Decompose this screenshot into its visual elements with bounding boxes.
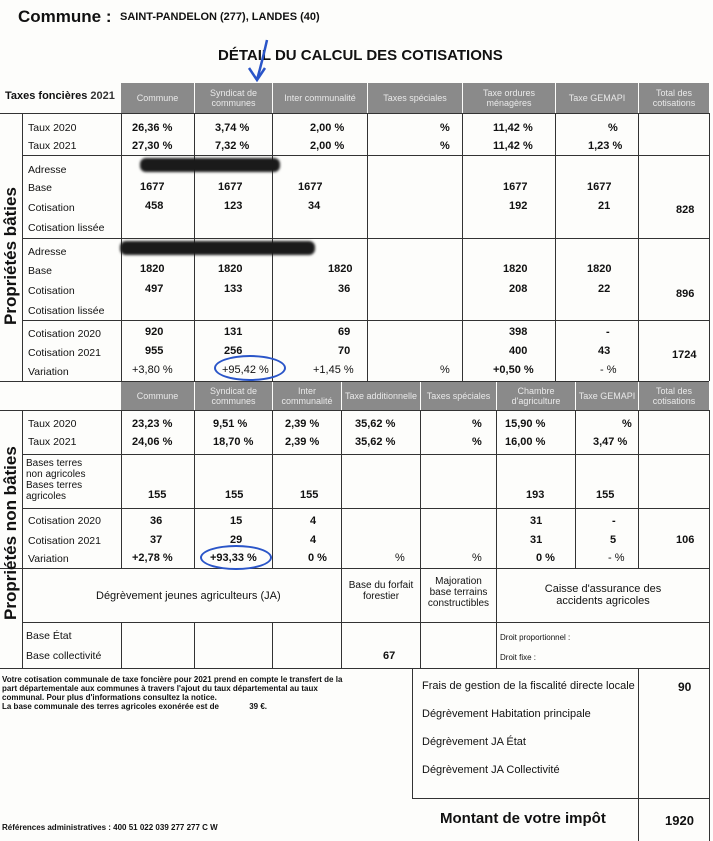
taux-value: 3,74 %	[215, 122, 250, 134]
base-value: 1820	[587, 263, 612, 275]
base-value: 155	[225, 489, 244, 501]
taux-value: %	[472, 436, 482, 448]
taux-value: 27,30 %	[132, 140, 173, 152]
base-value: 1820	[328, 263, 353, 275]
taux-value: 1,23 %	[588, 140, 623, 152]
col-chambre-agriculture: Chambre d'agriculture	[497, 382, 575, 410]
col-intercommunalite: Inter communalité	[273, 83, 367, 113]
bases-label: Bases terres	[26, 480, 83, 491]
cotisation-value: 133	[224, 283, 243, 295]
cotisation-value: 497	[145, 283, 164, 295]
hand-drawn-circle	[200, 545, 272, 570]
col-intercommunalite: Inter communalité	[273, 382, 341, 410]
cot2021-value: 70	[338, 345, 351, 357]
bases-label: Bases terres	[26, 458, 83, 469]
base-value: 1677	[298, 181, 323, 193]
taux-value: 9,51 %	[213, 418, 248, 430]
variation-value: +1,45 %	[313, 364, 354, 376]
taux-value: 2,39 %	[285, 436, 320, 448]
degrevement-ja-collectivite-label: Dégrèvement JA Collectivité	[422, 764, 560, 776]
forfait-value: 67	[383, 650, 396, 662]
taux-value: 18,70 %	[213, 436, 254, 448]
bases-label: agricoles	[26, 491, 67, 502]
variation-value: +93,33 %	[210, 552, 257, 564]
degrevement-ja-etat-label: Dégrèvement JA État	[422, 736, 526, 748]
col-total: Total des cotisations	[639, 382, 709, 410]
cot2021-value: 400	[509, 345, 528, 357]
cotisation-value: 458	[145, 200, 164, 212]
cotisation-value: 208	[509, 283, 528, 295]
cot2020-value: 36	[150, 515, 163, 527]
col-taxes-speciales: Taxes spéciales	[421, 382, 496, 410]
lissee-label: Cotisation lissée	[28, 305, 105, 317]
bati-side-label: Propriétés bâties	[1, 187, 20, 325]
majoration-label: Majoration base terrains constructibles	[427, 576, 490, 609]
variation-value: 0 %	[308, 552, 327, 564]
cotisation-value: 36	[338, 283, 351, 295]
cotisation-label: Cotisation	[28, 285, 75, 297]
base-value: 1820	[140, 263, 165, 275]
base-collectivite-label: Base collectivité	[26, 650, 102, 662]
forfait-label: Base du forfait forestier	[348, 580, 414, 602]
variation-value: - %	[608, 552, 625, 564]
commune-name: SAINT-PANDELON (277), LANDES (40)	[120, 11, 320, 23]
taux-value: 35,62 %	[355, 436, 396, 448]
cot2021-value: 5	[610, 534, 617, 546]
cot2021-value: 256	[224, 345, 243, 357]
commune-label: Commune :	[18, 7, 112, 26]
taux-value: 2,00 %	[310, 140, 345, 152]
base-value: 1677	[140, 181, 165, 193]
cotisation-label: Cotisation	[28, 202, 75, 214]
cot2020-value: 31	[530, 515, 543, 527]
taux-2021-label: Taux 2021	[28, 140, 77, 152]
taux-value: 3,47 %	[593, 436, 628, 448]
degrevement-habitation-label: Dégrèvement Habitation principale	[422, 708, 591, 720]
taux-value: %	[472, 418, 482, 430]
base-value: 1677	[503, 181, 528, 193]
cot2021-value: 29	[230, 534, 243, 546]
base-label: Base	[28, 265, 52, 277]
cotisation-value: 192	[509, 200, 528, 212]
variation-label: Variation	[28, 366, 69, 378]
droit-fixe-label: Droit fixe :	[500, 653, 537, 662]
page-title: DÉTAIL DU CALCUL DES COTISATIONS	[218, 47, 503, 64]
taux-2021-label: Taux 2021	[28, 436, 77, 448]
base-label: Base	[28, 182, 52, 194]
taxes-title: Taxes foncières 2021	[5, 90, 115, 102]
taux-value: %	[608, 122, 618, 134]
redacted-address	[140, 158, 280, 172]
droit-proportionnel-label: Droit proportionnel :	[500, 633, 571, 642]
taux-value: 26,36 %	[132, 122, 173, 134]
variation-value: %	[440, 364, 450, 376]
caisse-label: Caisse d'assurance des accidents agricoles	[544, 583, 662, 607]
cot2020-value: 131	[224, 326, 243, 338]
cotisation-value: 34	[308, 200, 321, 212]
col-taxes-speciales: Taxes spéciales	[368, 83, 462, 113]
taux-value: 7,32 %	[215, 140, 250, 152]
col-syndicat: Syndicat de communes	[195, 382, 272, 410]
base-value: 1820	[218, 263, 243, 275]
variation-value: +2,78 %	[132, 552, 173, 564]
base-value: 155	[300, 489, 319, 501]
taux-2020-label: Taux 2020	[28, 418, 77, 430]
total-2021-value: 1724	[672, 349, 697, 361]
taux-value: 24,06 %	[132, 436, 173, 448]
base-value: 155	[596, 489, 615, 501]
taux-value: 16,00 %	[505, 436, 546, 448]
frais-gestion-value: 90	[678, 680, 692, 694]
taux-value: 11,42 %	[493, 122, 533, 134]
info-note: Votre cotisation communale de taxe foncière pour 2021 prend en compte le transfert de la part départementale aux communes à travers l'ajout du taux départemental au taux communal. Pour plus d'informations consultez la notice. La base communale des terres agricoles exonérée est de 39 €.	[2, 675, 343, 711]
taux-value: 23,23 %	[132, 418, 173, 430]
variation-label: Variation	[28, 553, 69, 565]
taux-value: 15,90 %	[505, 418, 546, 430]
base-value: 155	[148, 489, 167, 501]
cot2020-label: Cotisation 2020	[28, 328, 101, 340]
adresse-label: Adresse	[28, 164, 67, 176]
col-gemapi: Taxe GEMAPI	[576, 382, 638, 410]
cot2020-value: 398	[509, 326, 528, 338]
total-value: 896	[676, 288, 695, 300]
taux-value: %	[440, 140, 450, 152]
total-value: 828	[676, 204, 695, 216]
variation-value: %	[395, 552, 405, 564]
taux-value: 35,62 %	[355, 418, 396, 430]
degrevement-ja-label: Dégrèvement jeunes agriculteurs (JA)	[96, 590, 281, 602]
cot2021-label: Cotisation 2021	[28, 347, 101, 359]
taux-value: 2,39 %	[285, 418, 320, 430]
cot2020-value: 15	[230, 515, 243, 527]
cotisation-value: 123	[224, 200, 243, 212]
pen-arrow-mark	[245, 38, 275, 86]
non-bati-side-label: Propriétés non bâties	[1, 446, 20, 620]
cot2021-value: 43	[598, 345, 611, 357]
variation-value: +0,50 %	[493, 364, 534, 376]
cot2020-value: -	[612, 515, 616, 527]
cot2020-value: -	[606, 326, 610, 338]
variation-value: %	[472, 552, 482, 564]
lissee-label: Cotisation lissée	[28, 222, 105, 234]
col-gemapi: Taxe GEMAPI	[556, 83, 638, 113]
montant-impot-value: 1920	[665, 813, 694, 828]
taux-value: %	[440, 122, 450, 134]
montant-impot-label: Montant de votre impôt	[440, 810, 606, 827]
variation-value: +95,42 %	[222, 364, 269, 376]
cot2020-value: 4	[310, 515, 317, 527]
col-taxe-additionnelle: Taxe additionnelle	[342, 382, 420, 410]
cot2021-value: 955	[145, 345, 164, 357]
cotisation-value: 22	[598, 283, 611, 295]
taux-2020-label: Taux 2020	[28, 122, 77, 134]
frais-gestion-label: Frais de gestion de la fiscalité directe locale	[422, 680, 635, 692]
col-total: Total des cotisations	[639, 83, 709, 113]
base-value: 1677	[587, 181, 612, 193]
cot2021-value: 37	[150, 534, 163, 546]
base-value: 193	[526, 489, 545, 501]
bases-label: non agricoles	[26, 469, 86, 480]
total-2021-value: 106	[676, 534, 695, 546]
taux-value: 2,00 %	[310, 122, 345, 134]
taux-value: %	[622, 418, 632, 430]
cot2020-label: Cotisation 2020	[28, 515, 101, 527]
base-value: 1820	[503, 263, 528, 275]
cot2021-value: 31	[530, 534, 543, 546]
cot2021-value: 4	[310, 534, 317, 546]
col-commune: Commune	[121, 382, 194, 410]
taux-value: 11,42 %	[493, 140, 533, 152]
col-ordures: Taxe ordures ménagères	[463, 83, 555, 113]
hand-drawn-circle	[214, 355, 286, 381]
cotisation-value: 21	[598, 200, 611, 212]
variation-value: +3,80 %	[132, 364, 173, 376]
variation-value: - %	[600, 364, 617, 376]
redacted-address	[120, 241, 315, 255]
base-value: 1677	[218, 181, 243, 193]
col-syndicat: Syndicat de communes	[195, 83, 272, 113]
cot2020-value: 920	[145, 326, 164, 338]
base-etat-label: Base État	[26, 630, 72, 642]
variation-value: 0 %	[536, 552, 555, 564]
cot2021-label: Cotisation 2021	[28, 535, 101, 547]
cot2020-value: 69	[338, 326, 351, 338]
col-commune: Commune	[121, 83, 194, 113]
references: Références administratives : 400 51 022 039 277 277 C W	[2, 823, 218, 832]
adresse-label: Adresse	[28, 246, 67, 258]
